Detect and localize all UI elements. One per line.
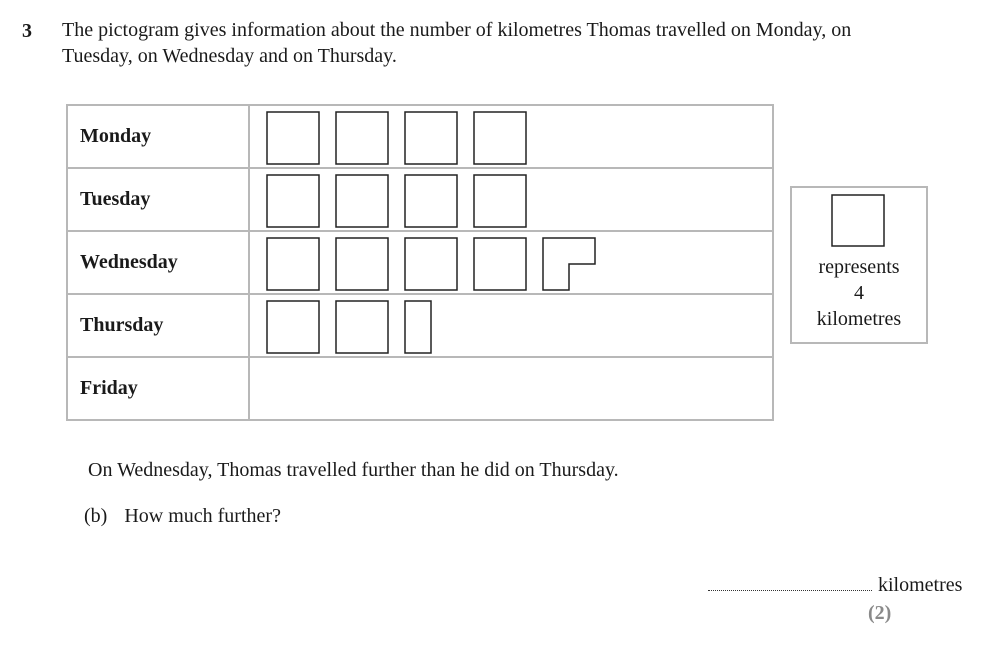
day-label: Tuesday [67,168,249,231]
symbol-cell [249,231,773,294]
day-label: Thursday [67,294,249,357]
answer-input-line[interactable] [708,572,872,591]
square-symbol-icon [266,174,320,228]
partial-symbol-icon [542,237,596,291]
symbol-cell [249,168,773,231]
symbol-cell [249,357,773,420]
day-label: Friday [67,357,249,420]
key-value: 4 [854,282,864,304]
square-symbol-icon [335,300,389,354]
part-b-question [84,505,281,528]
part-b-label: (b) [84,505,108,527]
pictogram-row-monday [67,105,773,168]
square-symbol-icon [404,174,458,228]
answer-area [708,572,962,597]
symbol-cell [249,105,773,168]
key-represents-label: represents [818,256,900,278]
part-b-text: How much further? [124,505,281,527]
statement-text: On Wednesday, Thomas travelled further than he did on Thursday. [88,459,619,481]
pictogram-key [790,186,928,344]
square-symbol-icon [266,300,320,354]
key-square-icon [831,194,887,248]
partial-symbol-icon [404,300,458,354]
question-number: 3 [22,20,32,42]
key-unit-label: kilometres [816,308,902,330]
day-label: Wednesday [67,231,249,294]
square-symbol-icon [404,237,458,291]
square-symbol-icon [335,237,389,291]
square-symbol-icon [335,174,389,228]
pictogram-row-tuesday [67,168,773,231]
pictogram-row-thursday [67,294,773,357]
symbol-cell [249,294,773,357]
square-symbol-icon [266,111,320,165]
square-symbol-icon [473,237,527,291]
pictogram-table [66,104,774,421]
marks-label: (2) [868,602,892,624]
pictogram-row-wednesday [67,231,773,294]
question-intro: The pictogram gives information about the number of kilometres Thomas travelled on Monday, on Tuesday, on Wednesday and on Thursday. [62,19,852,67]
pictogram-row-friday [67,357,773,420]
square-symbol-icon [404,111,458,165]
answer-unit: kilometres [878,574,963,596]
square-symbol-icon [473,174,527,228]
day-label: Monday [67,105,249,168]
square-symbol-icon [335,111,389,165]
square-symbol-icon [266,237,320,291]
square-symbol-icon [473,111,527,165]
